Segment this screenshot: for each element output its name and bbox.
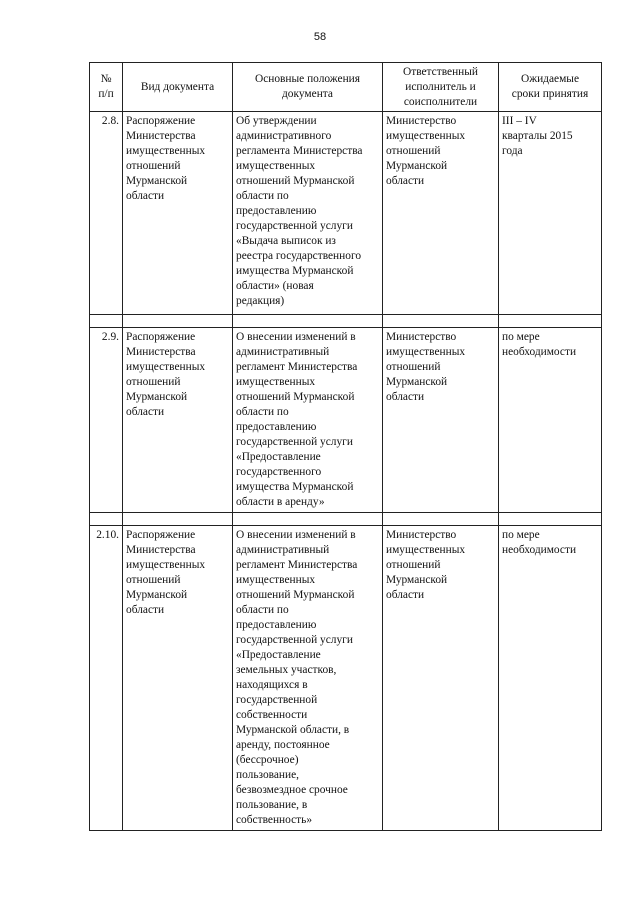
row-doc-type: Распоряжение Министерства имущественных отношений Мурманской области: [123, 328, 233, 513]
row-deadline: III – IV кварталы 2015 года: [499, 112, 602, 315]
header-deadline: Ожидаемые сроки принятия: [499, 63, 602, 112]
header-doc-type: Вид документа: [123, 63, 233, 112]
row-deadline: по мере необходимости: [499, 328, 602, 513]
table-row: [90, 526, 602, 831]
header-number: № п/п: [90, 63, 123, 112]
row-responsible: Министерство имущественных отношений Мурманской области: [383, 112, 499, 315]
row-responsible: Министерство имущественных отношений Мурманской области: [383, 328, 499, 513]
row-spacer: [90, 513, 602, 526]
row-number: 2.10.: [90, 526, 123, 831]
row-deadline: по мере необходимости: [499, 526, 602, 831]
row-provisions: О внесении изменений в административный регламент Министерства имущественных отношений Мурманской области по предоставлению государственной услуги «Предоставление земельных участков, находящихся в государственной собственности Мурманской области, в аренду, постоянное (бессрочное) пользование, безвозмездное срочное пользование, в собственность»: [233, 526, 383, 831]
row-responsible: Министерство имущественных отношений Мурманской области: [383, 526, 499, 831]
document-table: [89, 62, 602, 831]
row-provisions: Об утверждении административного регламента Министерства имущественных отношений Мурманской области по предоставлению государственной услуги «Выдача выписок из реестра государственного имущества Мурманской области» (новая редакция): [233, 112, 383, 315]
header-provisions: Основные положения документа: [233, 63, 383, 112]
header-responsible: Ответственный исполнитель и соисполнители: [383, 63, 499, 112]
table-row: [90, 112, 602, 315]
row-number: 2.8.: [90, 112, 123, 315]
row-spacer: [90, 315, 602, 328]
row-number: 2.9.: [90, 328, 123, 513]
page-number: 58: [313, 31, 327, 43]
row-doc-type: Распоряжение Министерства имущественных отношений Мурманской области: [123, 526, 233, 831]
table-header-row: [90, 63, 602, 112]
row-provisions: О внесении изменений в административный регламент Министерства имущественных отношений Мурманской области по предоставлению государственной услуги «Предоставление государственного имущества Мурманской области в аренду»: [233, 328, 383, 513]
table-row: [90, 328, 602, 513]
row-doc-type: Распоряжение Министерства имущественных отношений Мурманской области: [123, 112, 233, 315]
